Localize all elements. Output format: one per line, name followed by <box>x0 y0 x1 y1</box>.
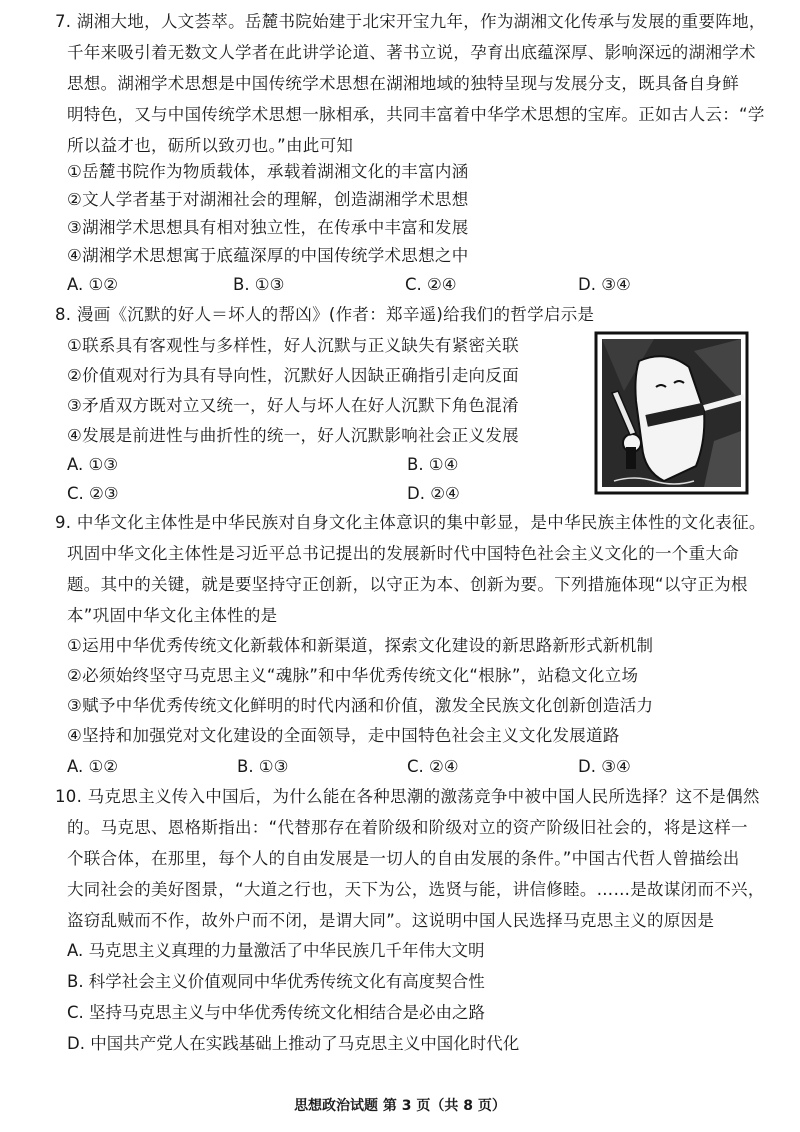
question-10-option-c[interactable]: C. 坚持马克思主义与中华优秀传统文化相结合是必由之路 <box>67 1003 486 1022</box>
question-7-statement: ③湖湘学术思想具有相对独立性，在传承中丰富和发展 <box>67 218 469 237</box>
question-9-stem-line: 本”巩固中华文化主体性的是 <box>67 606 278 625</box>
question-10-option-b[interactable]: B. 科学社会主义价值观同中华优秀传统文化有高度契合性 <box>67 972 485 991</box>
question-9-statement: ④坚持和加强党对文化建设的全面领导，走中国特色社会主义文化发展道路 <box>67 726 620 745</box>
question-9-statement: ②必须始终坚守马克思主义“魂脉”和中华优秀传统文化“根脉”，站稳文化立场 <box>67 666 639 685</box>
question-7-stem-line: 7. 湖湘大地，人文荟萃。岳麓书院始建于北宋开宝九年，作为湖湘文化传承与发展的重要阵地， <box>55 12 766 31</box>
question-9-statement: ①运用中华优秀传统文化新载体和新渠道，探索文化建设的新思路新形式新机制 <box>67 636 654 655</box>
question-10-option-a[interactable]: A. 马克思主义真理的力量激活了中华民族几千年伟大文明 <box>67 941 485 960</box>
question-10-stem-line: 个联合体，在那里，每个人的自由发展是一切人的自由发展的条件。”中国古代哲人曾描绘出 <box>67 849 740 868</box>
question-7-option-c[interactable]: C. ②④ <box>405 275 457 294</box>
question-9-option-a[interactable]: A. ①② <box>67 757 119 776</box>
question-7-option-b[interactable]: B. ①③ <box>233 275 285 294</box>
question-8-option-c[interactable]: C. ②③ <box>67 484 119 503</box>
cartoon-good-man-silent-icon <box>594 331 749 495</box>
question-9-stem-line: 题。其中的关键，就是要坚持守正创新，以守正为本、创新为要。下列措施体现“以守正为根 <box>67 575 748 594</box>
question-8-option-b[interactable]: B. ①④ <box>407 455 459 474</box>
question-10-stem-line: 10. 马克思主义传入中国后，为什么能在各种思潮的激荡竞争中被中国人民所选择？这不是偶然 <box>55 787 760 806</box>
question-9-stem-line: 巩固中华文化主体性是习近平总书记提出的发展新时代中国特色社会主义文化的一个重大命 <box>67 544 739 563</box>
question-8-statement: ①联系具有客观性与多样性，好人沉默与正义缺失有紧密关联 <box>67 336 519 355</box>
question-8-statement: ②价值观对行为具有导向性，沉默好人因缺正确指引走向反面 <box>67 366 519 385</box>
question-8-option-d[interactable]: D. ②④ <box>407 484 460 503</box>
question-10-stem-line: 的。马克思、恩格斯指出：“代替那存在着阶级和阶级对立的资产阶级旧社会的，将是这样一 <box>67 818 748 837</box>
question-9-statement: ③赋予中华优秀传统文化鲜明的时代内涵和价值，激发全民族文化创新创造活力 <box>67 696 654 715</box>
question-9-option-c[interactable]: C. ②④ <box>407 757 459 776</box>
question-7-statement: ②文人学者基于对湖湘社会的理解，创造湖湘学术思想 <box>67 190 469 209</box>
question-10-option-d[interactable]: D. 中国共产党人在实践基础上推动了马克思主义中国化时代化 <box>67 1034 520 1053</box>
question-10-stem-line: 盗窃乱贼而不作，故外户而不闭，是谓大同”。这说明中国人民选择马克思主义的原因是 <box>67 911 715 930</box>
question-10-stem-line: 大同社会的美好图景，“大道之行也，天下为公，选贤与能，讲信修睦。……是故谋闭而不兴， <box>67 880 765 899</box>
question-9-option-d[interactable]: D. ③④ <box>578 757 631 776</box>
question-7-option-a[interactable]: A. ①② <box>67 275 119 294</box>
question-7-statement: ④湖湘学术思想寓于底蕴深厚的中国传统学术思想之中 <box>67 246 469 265</box>
question-7-stem-line: 千年来吸引着无数文人学者在此讲学论道、著书立说，孕育出底蕴深厚、影响深远的湖湘学术 <box>67 43 756 62</box>
question-8-option-a[interactable]: A. ①③ <box>67 455 119 474</box>
question-8-statement: ④发展是前进性与曲折性的统一，好人沉默影响社会正义发展 <box>67 426 519 445</box>
question-8-statement: ③矛盾双方既对立又统一，好人与坏人在好人沉默下角色混淆 <box>67 396 519 415</box>
question-7-option-d[interactable]: D. ③④ <box>578 275 631 294</box>
question-9-option-b[interactable]: B. ①③ <box>237 757 289 776</box>
question-9-stem-line: 9. 中华文化主体性是中华民族对自身文化主体意识的集中彰显，是中华民族主体性的文化表征。 <box>55 513 766 532</box>
question-7-stem-line: 所以益才也，砺所以致刃也。”由此可知 <box>67 136 354 155</box>
page-footer: 思想政治试题 第 3 页（共 8 页） <box>294 1098 506 1114</box>
question-7-statement: ①岳麓书院作为物质载体，承载着湖湘文化的丰富内涵 <box>67 162 469 181</box>
question-7-stem-line: 思想。湖湘学术思想是中国传统学术思想在湖湘地域的独特呈现与发展分支，既具备自身鲜 <box>67 74 739 93</box>
question-7-stem-line: 明特色，又与中国传统学术思想一脉相承，共同丰富着中华学术思想的宝库。正如古人云：“学 <box>67 105 765 124</box>
question-8-stem-line: 8. 漫画《沉默的好人＝坏人的帮凶》(作者：郑辛遥)给我们的哲学启示是 <box>55 305 595 324</box>
